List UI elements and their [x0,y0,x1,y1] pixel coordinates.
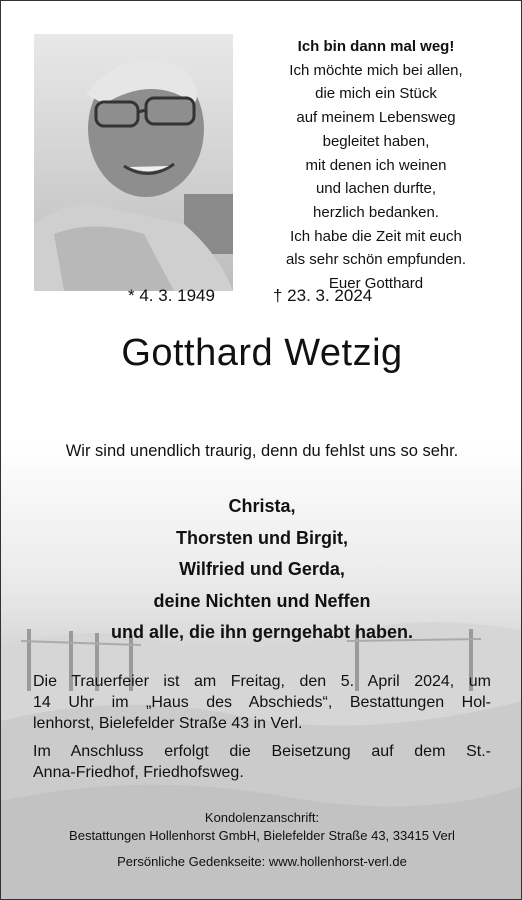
mourner-line: Thorsten und Birgit, [176,527,348,548]
death-date: † 23. 3. 2024 [273,286,373,305]
mourning-motto: Wir sind unendlich traurig, denn du fehlst uns so sehr. [65,442,459,460]
deceased-name: Gotthard Wetzig [121,332,403,374]
memorial-page-link[interactable]: Persönliche Gedenkseite: www.hollenhorst-verl.de [117,854,407,869]
service-line: Die Trauerfeier ist am Freitag, den 5. April 2024, um [33,673,491,690]
poem-line: begleitet haben, [322,132,430,150]
birth-date: * 4. 3. 1949 [128,286,215,305]
condolence-address-text: Bestattungen Hollenhorst GmbH, Bielefelder Straße 43, 33415 Verl [69,828,455,843]
poem-line: herzlich bedanken. [313,203,439,221]
mourner-line: und alle, die ihn gerngehabt haben. [110,622,414,642]
mourners-list [1,491,522,649]
poem-line: Ich möchte mich bei allen, [289,61,463,79]
poem-heading: Ich bin dann mal weg! [297,38,455,55]
poem-signature: Euer Gotthard [328,275,424,293]
burial-line: Anna-Friedhof, Friedhofsweg. [33,764,244,781]
burial-line: Im Anschluss erfolgt die Beisetzung auf dem St.- [33,743,491,760]
poem-line: und lachen durfte, [315,180,437,198]
service-line: 14 Uhr im „Haus des Abschieds“, Bestattungen Hol- [33,694,491,711]
poem-line: auf meinem Lebensweg [296,109,456,127]
poem-line: die mich ein Stück [315,85,437,103]
poem-line: Ich habe die Zeit mit euch [290,227,462,245]
condolence-label: Kondolenzanschrift: [204,810,320,825]
burial-paragraph [33,741,491,783]
farewell-poem [251,35,501,296]
portrait-photo [34,34,233,291]
service-line: lenhorst, Bielefelder Straße 43 in Verl. [33,715,303,732]
mourner-line: Wilfried und Gerda, [179,559,345,579]
condolence-address [1,809,522,845]
poem-line: als sehr schön empfunden. [285,251,467,269]
funeral-service-paragraph [33,671,491,734]
mourner-line: deine Nichten und Neffen [153,590,371,611]
mourner-line: Christa, [228,496,296,516]
poem-line: mit denen ich weinen [305,156,447,174]
